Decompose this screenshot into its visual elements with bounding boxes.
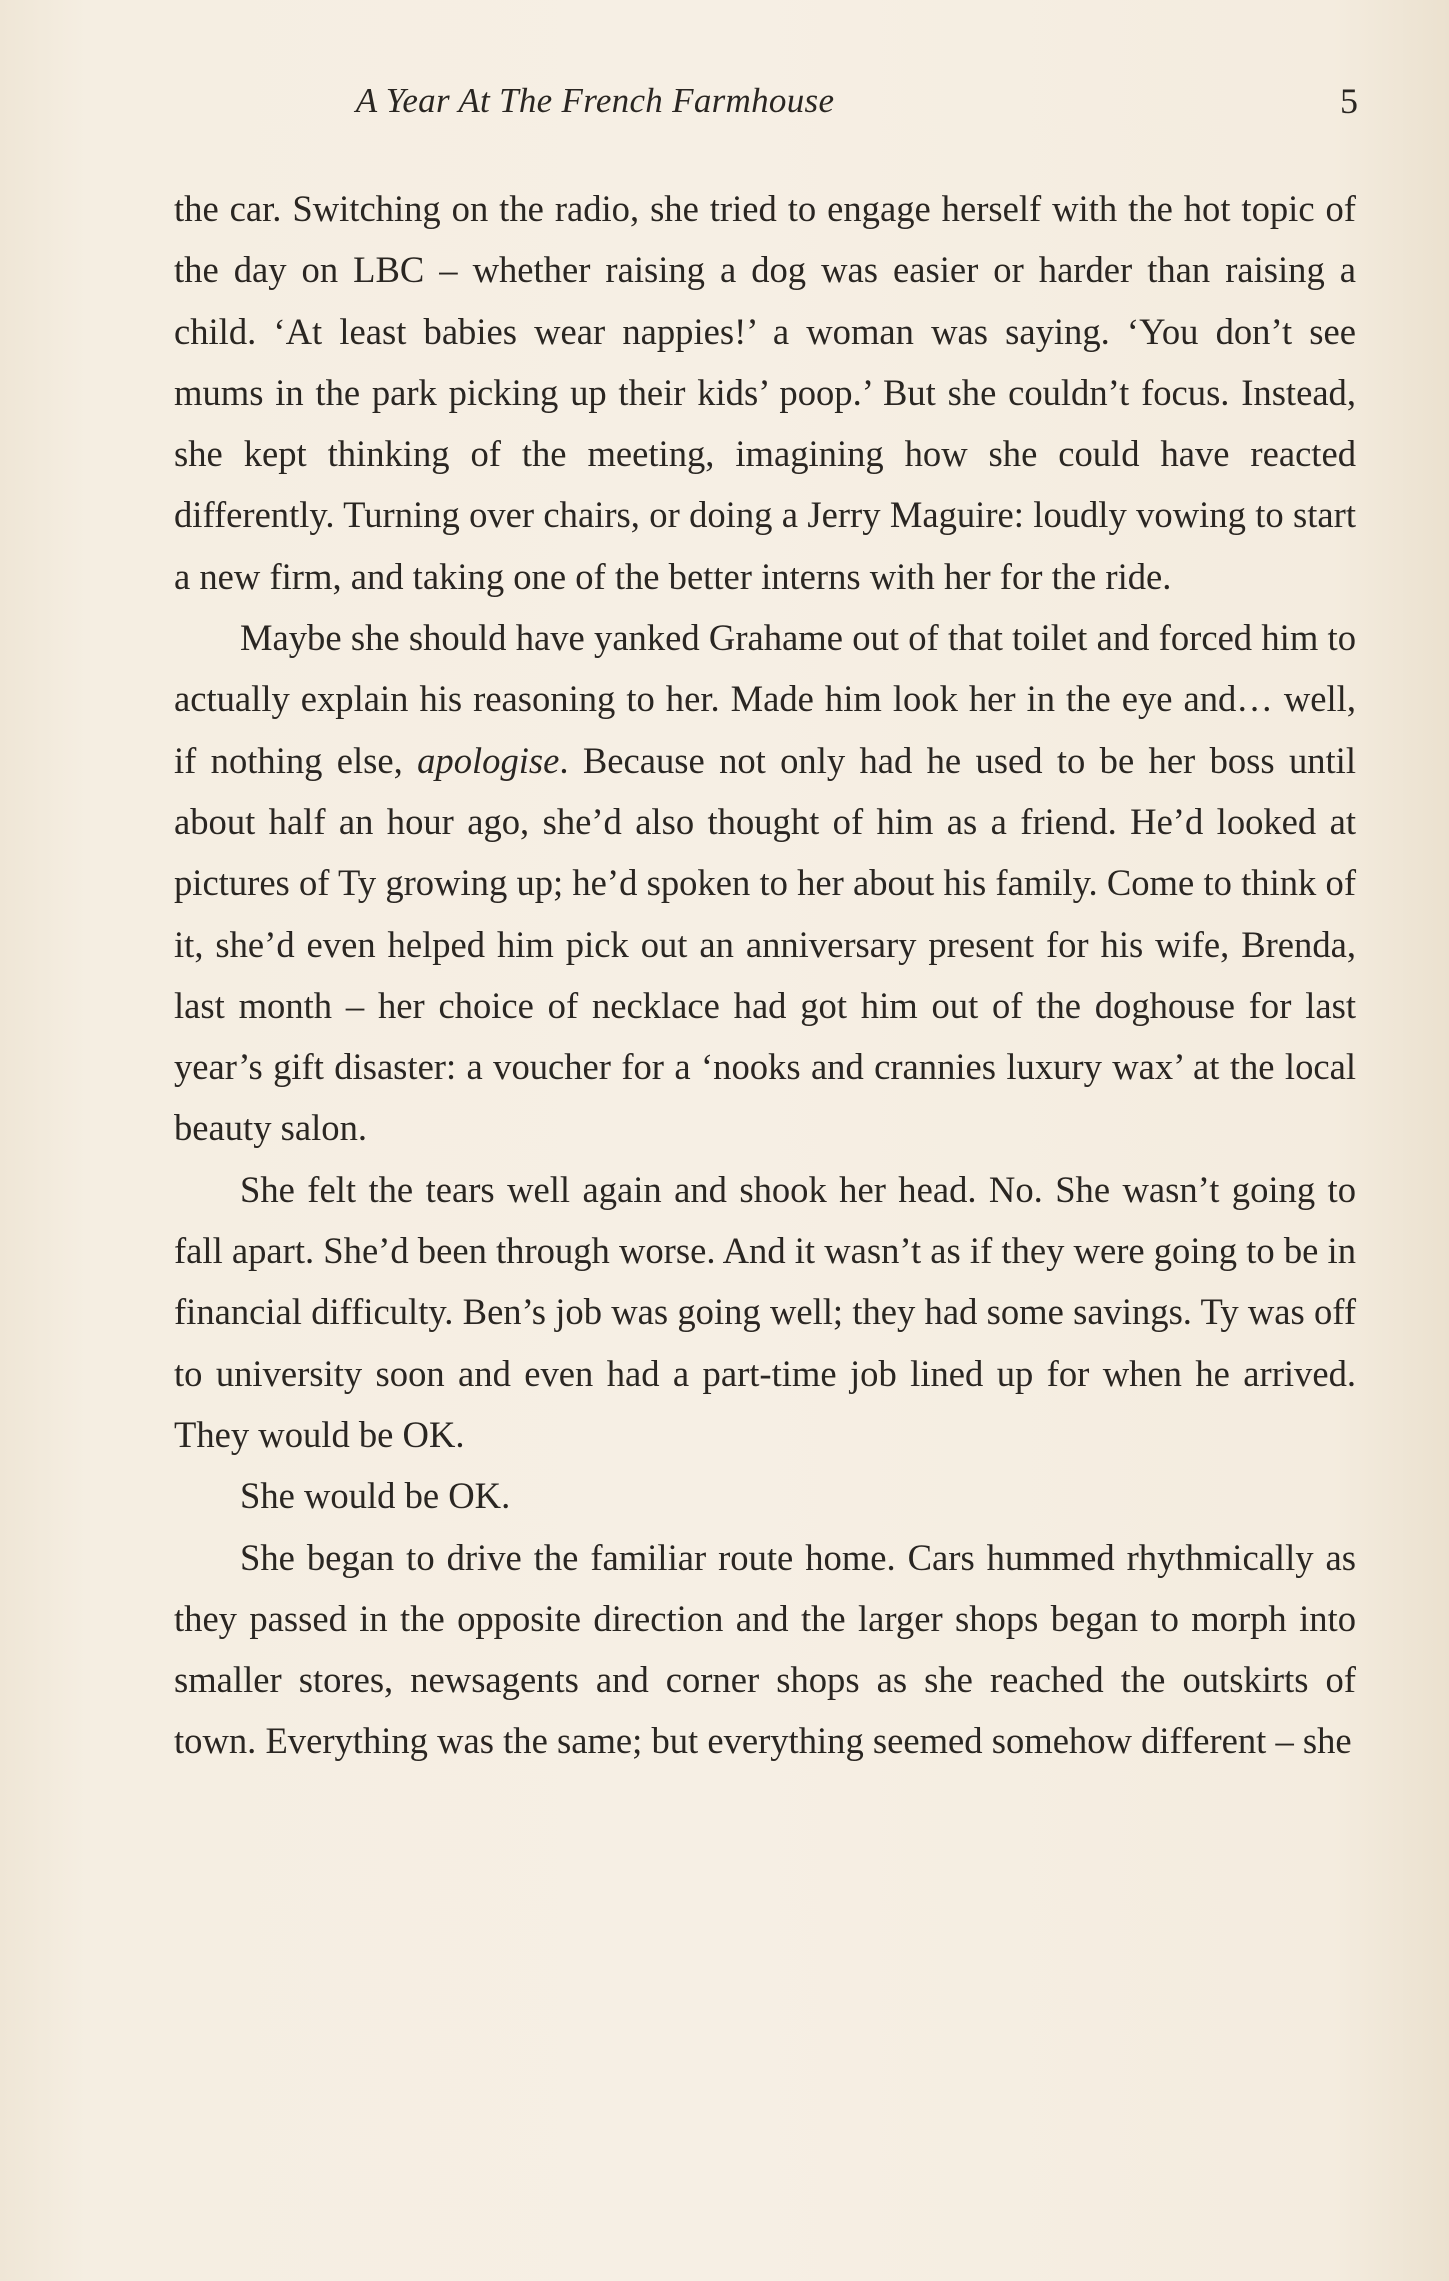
running-title: A Year At The French Farmhouse: [355, 81, 835, 120]
paragraph-2-emphasis: apologise: [417, 739, 560, 781]
running-header: [0, 76, 1449, 126]
page-number: 5: [1340, 81, 1358, 121]
paragraph-2: [174, 607, 1356, 1159]
paragraph-3: She felt the tears well again and shook her head. No. She wasn’t going to fall apart. She’d been through worse. And it wasn’t as if they were going to be in financial difficulty. Ben’s job was going well; they had some savings. Ty was off to university soon and even had a part-time job lined up for when he arrived. They would be OK.: [174, 1168, 1356, 1455]
body-text: [174, 178, 1356, 1772]
paragraph-2-text-after: . Because not only had he used to be her boss until about half an hour ago, she’d also thought of him as a friend. He’d looked at pictures of Ty growing up; he’d spoken to her about his family. Come to think of it, she’d even helped him pick out an anniversary present for his wife, Brenda, last month – her choice of necklace had got him out of the doghouse for last year’s gift disaster: a voucher for a ‘nooks and crannies luxury wax’ at the local beauty salon.: [174, 739, 1357, 1149]
paragraph-5: She began to drive the familiar route home. Cars hummed rhythmically as they passed in the opposite direction and the larger shops began to morph into smaller stores, newsagents and corner shops as she reached the outskirts of town. Everything was the same; but everything seemed somehow different – she: [174, 1536, 1356, 1762]
paragraph-2-text-before: Maybe she should have yanked Grahame out of that toilet and forced him to actually explain his reasoning to her. Made him look her in the eye and… well, if nothing else,: [174, 617, 1356, 781]
paragraph-4: She would be OK.: [240, 1475, 511, 1517]
paragraph-1: the car. Switching on the radio, she tried to engage herself with the hot topic of the day on LBC – whether raising a dog was easier or harder than raising a child. ‘At least babies wear nappies!’ a woman was saying. ‘You don’t see mums in the park picking up their kids’ poop.’ But she couldn’t focus. Instead, she kept thinking of the meeting, imagining how she could have reacted differently. Turning over chairs, or doing a Jerry Maguire: loudly vowing to start a new firm, and taking one of the better interns with her for the ride.: [174, 188, 1356, 597]
